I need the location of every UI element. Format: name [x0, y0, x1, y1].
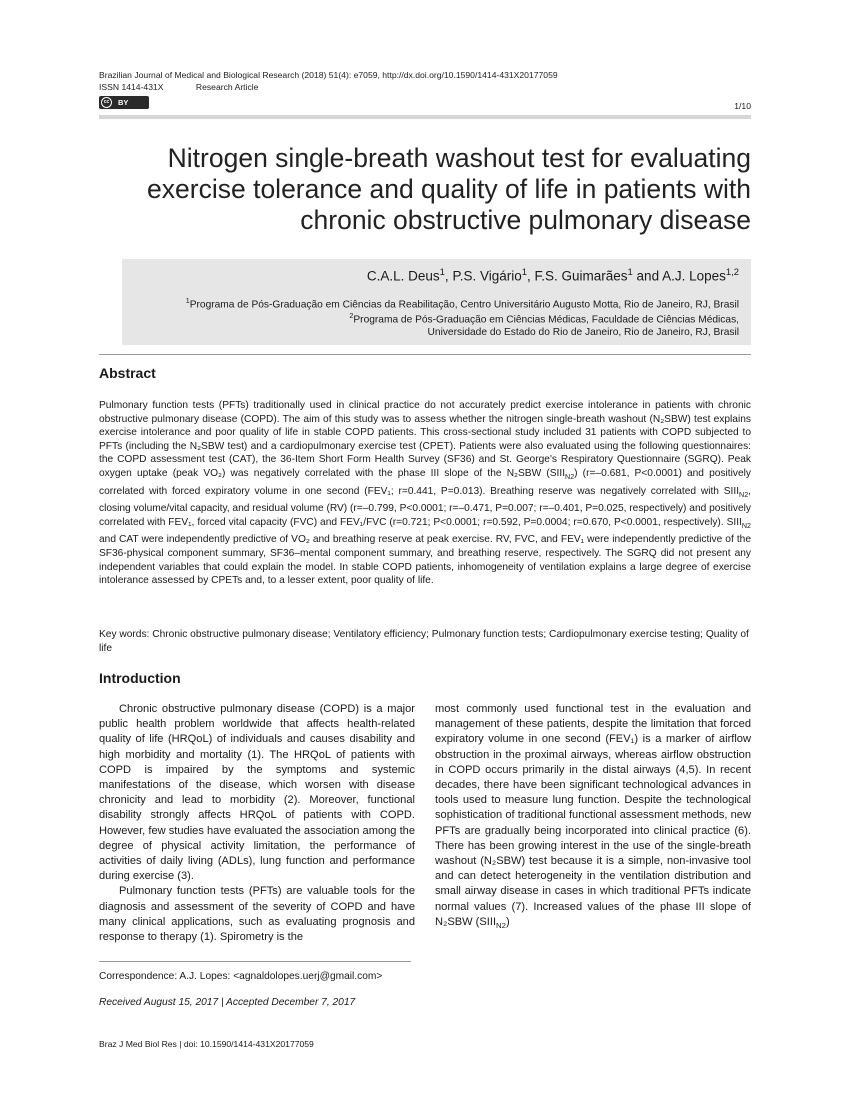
intro-paragraph: Chronic obstructive pulmonary disease (COPD) is a major public health problem worldwide that affects health-related quality of life (HRQoL) of individuals and causes disability and high morbidity and mortality (1). The HRQoL of patients with COPD is impaired by the symptoms and systemic manifestations of the disease, which worsen with disease chronicity and lead to morbidity (2). Moreover, functional disability strongly affects HRQoL of patients with COPD. However, few studies have evaluated the association among the degree of physical activity limitation, the performance of activities of daily living (ADLs), lung function and performance during exercise (3). — [99, 703, 415, 883]
cc-by-label: BY — [118, 98, 129, 107]
affiliation-1-text: Programa de Pós-Graduação em Ciências da Reabilitação, Centro Universitário Augusto Motta, Rio de Janeiro, RJ, Brasil — [189, 299, 739, 311]
footnote-divider — [99, 961, 411, 962]
keywords-label: Key words: — [99, 629, 150, 640]
author-affiliation-marker: 1,2 — [725, 267, 739, 278]
article-title: Nitrogen single-breath washout test for evaluating exercise tolerance and quality of life in patients with chronic obstructive pulmonary disease — [147, 143, 751, 235]
cc-icon: cc — [101, 97, 112, 108]
page-number: 1/10 — [734, 101, 751, 111]
affiliation-2 — [349, 312, 739, 325]
author-name: P.S. Vigário — [452, 268, 522, 284]
received-dates: Received August 15, 2017 | Accepted December 7, 2017 — [99, 997, 356, 1008]
affiliation-2-marker: 2 — [349, 312, 354, 320]
abstract-heading: Abstract — [99, 365, 156, 381]
author-name: F.S. Guimarães — [534, 268, 628, 284]
section-divider — [99, 354, 751, 355]
header-divider — [99, 115, 751, 119]
intro-column-left — [99, 702, 415, 945]
author-affiliation-marker: 1 — [439, 267, 445, 278]
intro-column-right — [435, 702, 751, 933]
affiliation-2-text: Programa de Pós-Graduação em Ciências Médicas, Faculdade de Ciências Médicas, — [353, 314, 739, 326]
keywords-text: Chronic obstructive pulmonary disease; Ventilatory efficiency; Pulmonary function tests; Cardiopulmonary exercise testing; Quality of life — [99, 629, 749, 654]
intro-paragraph: most commonly used functional test in the evaluation and management of these patients, despite the limitation that forced expiratory volume in one second (FEV₁) is a marker of airflow obstruction in the proximal airways, whereas airflow obstruction in COPD occurs primarily in the distal airways (4,5). In recent decades, there have been significant technological advances in tools used to measure lung function. Despite the technological sophistication of traditional functional assessment methods, new PFTs are gradually being incorporated into clinical practice (6). There has been growing interest in the use of the single-breath washout (N₂SBW) test because it is a simple, non-invasive tool and can detect heterogeneity in the ventilation distribution and small airway disease in cases in which traditional PFTs indicate normal values (7). Increased values of the phase III slope of N₂SBW $(SIII_{N2})$ — [435, 703, 751, 931]
author-name: A.J. Lopes — [662, 268, 726, 284]
abstract-text: Pulmonary function tests (PFTs) traditionally used in clinical practice do not accurately predict exercise intolerance in patients with chronic obstructive pulmonary disease (COPD). The aim of this study was to assess whether the nitrogen single-breath washout (N₂SBW) test explains exercise intolerance and poor quality of life in stable COPD patients. This cross-sectional study included 31 patients with COPD subjected to PFTs (including the N₂SBW test) and a cardiopulmonary exercise test (CPET). Patients were also evaluated using the following questionnaires: the COPD assessment test (CAT), the 36-Item Short Form Health Survey (SF36) and St. George's Respiratory Questionnaire (SGRQ). Peak oxygen uptake (peak VO₂) was negatively correlated with the phase III slope of the N₂SBW $(SIII_{N2})$ (r=–0.681, P<0.0001) and positively correlated with forced expiratory volume in one second (FEV₁; r=0.441, P=0.013). Breathing reserve was negatively correlated with $SIII_{N2}$, closing volume/vital capacity, and residual volume (RV) (r=–0.799, P<0.0001; r=–0.471, P=0.007; r=–0.401, P=0.025, respectively) and positively correlated with FEV₁, forced vital capacity (FVC) and FEV₁/FVC (r=0.721; P<0.0001; r=0.592, P=0.0004; r=0.670, P<0.0001, respectively). $SIII_{N2}$ and CAT were independently predictive of VO₂ and breathing reserve at peak exercise. RV, FVC, and FEV₁ were independently predictive of the SF36-physical component summary, SF36–mental component summary, and breathing reserve, respectively. The SGRQ did not present any independent variables that could explain the model. In stable COPD patients, inhomogeneity of ventilation explains a large degree of exercise intolerance assessed by CPETs and, to a lesser extent, poor quality of life. — [99, 400, 752, 587]
article-type: Research Article — [195, 82, 259, 92]
correspondence[interactable]: Correspondence: A.J. Lopes: <agnaldolopes.uerj@gmail.com> — [99, 971, 383, 982]
intro-paragraph: Pulmonary function tests (PFTs) are valuable tools for the diagnosis and assessment of the severity of COPD and have many clinical applications, such as evaluating prognosis and response to therapy (1). Spirometry is the — [99, 885, 415, 944]
introduction-heading: Introduction — [99, 670, 181, 686]
author-affiliation-marker: 1 — [627, 267, 633, 278]
affiliation-1-marker: 1 — [185, 297, 190, 305]
page-footer: Braz J Med Biol Res | doi: 10.1590/1414-431X20177059 — [99, 1039, 314, 1049]
issn: ISSN 1414-431X — [99, 82, 164, 92]
keywords — [99, 628, 751, 655]
cc-license-badge[interactable] — [99, 96, 149, 109]
affiliation-2-continued: Universidade do Estado do Rio de Janeiro, Rio de Janeiro, RJ, Brasil — [427, 327, 739, 338]
author-affiliation-marker: 1 — [521, 267, 527, 278]
author-name: C.A.L. Deus — [366, 268, 440, 284]
affiliation-1 — [186, 297, 739, 310]
author-list: C.A.L. Deus$^1$, P.S. Vigário$^1$, F.S. Guimarães$^1$ and A.J. Lopes$^{1,2}$ — [366, 267, 739, 284]
issn-row — [99, 82, 288, 92]
journal-citation: Brazilian Journal of Medical and Biological Research (2018) 51(4): e7059, http://dx.doi.org/10.1590/1414-431X20177059 — [99, 70, 558, 80]
